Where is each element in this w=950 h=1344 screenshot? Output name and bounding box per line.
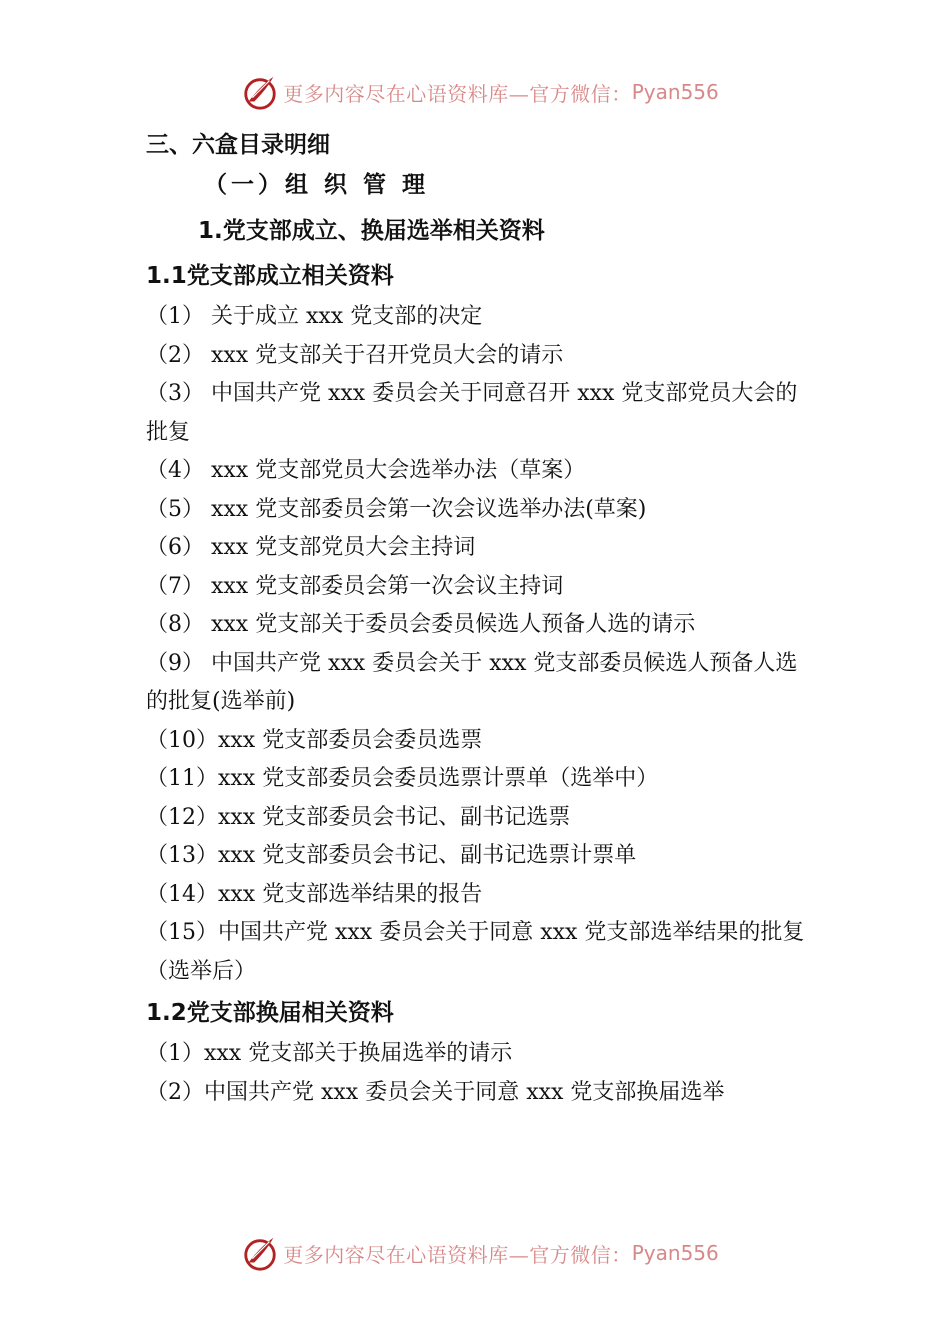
feather-logo-icon: [241, 73, 279, 111]
watermark-text: 更多内容尽在心语资料库—官方微信：: [283, 81, 632, 106]
watermark-text: 更多内容尽在心语资料库—官方微信：: [283, 1242, 632, 1267]
list-item: （6） xxx 党支部党员大会主持词: [146, 535, 476, 560]
document-body: [146, 128, 806, 1112]
section-title: 三、六盒目录明细: [146, 132, 330, 158]
list-item: （5） xxx 党支部委员会第一次会议选举办法(草案): [146, 496, 647, 522]
group-title: 1.1党支部成立相关资料: [146, 263, 394, 289]
watermark-banner-top: [0, 70, 950, 114]
list-item: （2） xxx 党支部关于召开党员大会的请示: [146, 342, 564, 368]
list-item: （15）中国共产党 xxx 委员会关于同意 xxx 党支部选举结果的批复（选举后）: [146, 920, 805, 984]
list-item: （3） 中国共产党 xxx 委员会关于同意召开 xxx 党支部党员大会的批复: [146, 381, 798, 445]
list-item: （2）中国共产党 xxx 委员会关于同意 xxx 党支部换届选举: [146, 1079, 725, 1105]
feather-logo-icon: [241, 1234, 279, 1272]
document-list: [146, 1035, 806, 1112]
document-list: [146, 298, 806, 991]
list-item: （1） 关于成立 xxx 党支部的决定: [146, 304, 483, 329]
list-item: （7） xxx 党支部委员会第一次会议主持词: [146, 573, 564, 599]
list-item: （12）xxx 党支部委员会书记、副书记选票: [146, 804, 571, 830]
watermark-id: Pyan556: [631, 80, 719, 104]
list-item: （13）xxx 党支部委员会书记、副书记选票计票单: [146, 843, 637, 868]
watermark-id: Pyan556: [631, 1241, 719, 1265]
watermark-banner-bottom: [0, 1231, 950, 1275]
group-title: 1.2党支部换届相关资料: [146, 1000, 394, 1026]
subsection-title: （一）组 织 管 理: [204, 172, 430, 198]
list-item: （10）xxx 党支部委员会委员选票: [146, 727, 483, 753]
list-item: （9） 中国共产党 xxx 委员会关于 xxx 党支部委员候选人预备人选的批复(选举前): [146, 650, 798, 714]
list-item: （11）xxx 党支部委员会委员选票计票单（选举中）: [146, 766, 659, 791]
list-item: （8） xxx 党支部关于委员会委员候选人预备人选的请示: [146, 612, 696, 637]
item-title: 1.党支部成立、换届选举相关资料: [198, 218, 545, 244]
list-item: （14）xxx 党支部选举结果的报告: [146, 881, 483, 907]
list-item: （4） xxx 党支部党员大会选举办法（草案）: [146, 458, 586, 483]
list-item: （1）xxx 党支部关于换届选举的请示: [146, 1041, 513, 1066]
